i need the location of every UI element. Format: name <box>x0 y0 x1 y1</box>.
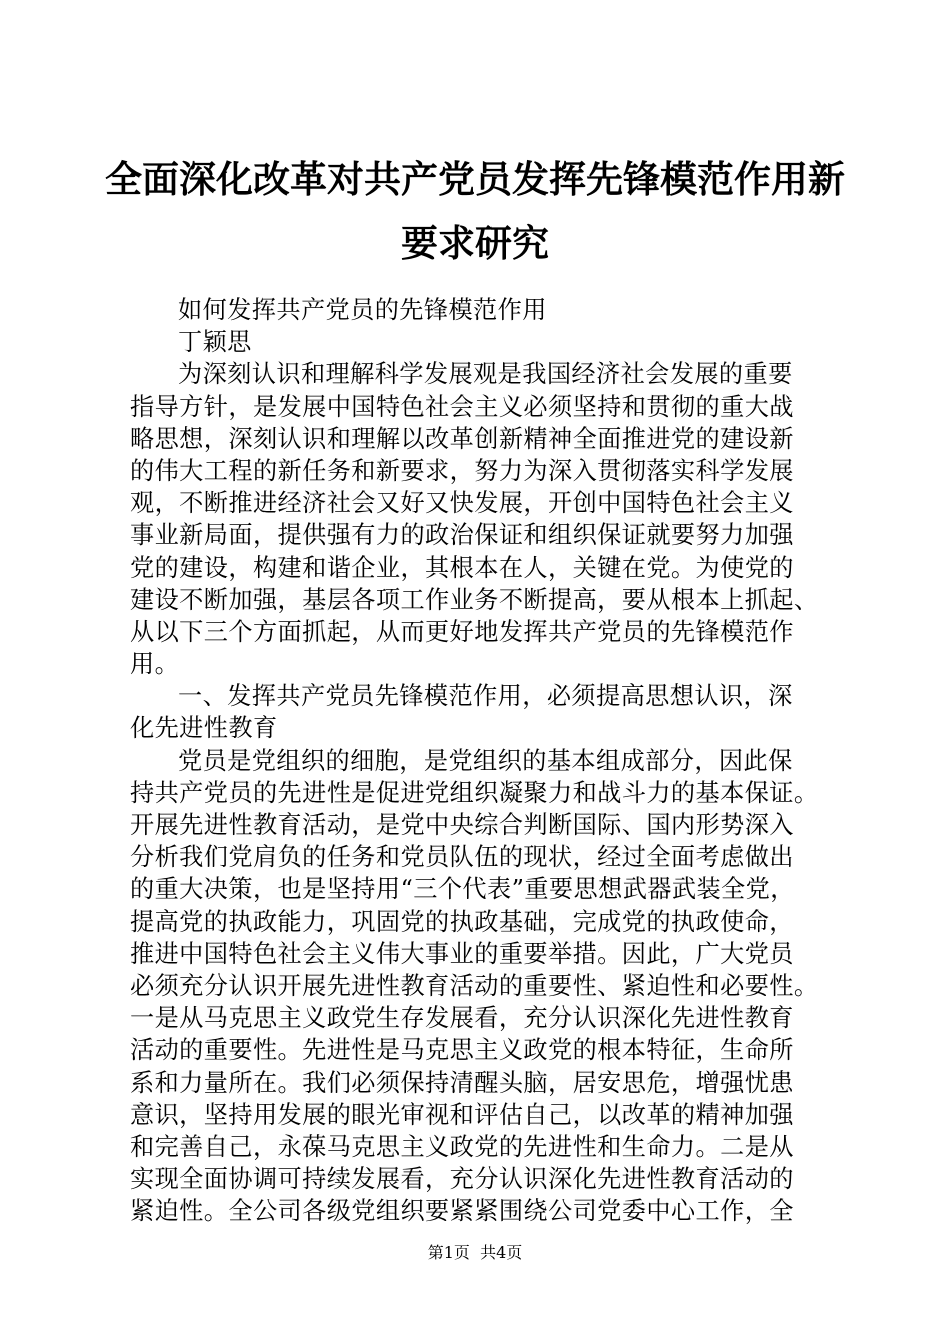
document-title-line-1: 全面深化改革对共产党员发挥先锋模范作用新 <box>105 158 845 201</box>
body-line: 建设不断加强，基层各项工作业务不断提高，要从根本上抓起、 <box>130 585 819 614</box>
body-line: 用。 <box>130 650 180 679</box>
body-line: 党的建设，构建和谐企业，其根本在人，关键在党。为使党的 <box>130 553 794 582</box>
section-heading-line: 一、发挥共产党员先锋模范作用，必须提高思想认识，深 <box>178 682 793 711</box>
body-line: 党员是党组织的细胞，是党组织的基本组成部分，因此保 <box>178 746 793 775</box>
subtitle: 如何发挥共产党员的先锋模范作用 <box>178 296 547 324</box>
body-line: 观，不断推进经济社会又好又快发展，开创中国特色社会主义 <box>130 489 794 518</box>
body-line: 实现全面协调可持续发展看，充分认识深化先进性教育活动的 <box>130 1165 794 1194</box>
body-line: 事业新局面，提供强有力的政治保证和组织保证就要努力加强 <box>130 521 794 550</box>
document-body <box>130 294 830 1227</box>
body-line: 分析我们党肩负的任务和党员队伍的现状，经过全面考虑做出 <box>130 843 794 872</box>
body-line: 紧迫性。全公司各级党组织要紧紧围绕公司党委中心工作，全 <box>130 1197 794 1226</box>
page-footer: 第1页 共4页 <box>427 1243 523 1262</box>
author: 丁颖思 <box>178 328 252 357</box>
body-line: 活动的重要性。先进性是马克思主义政党的根本特征，生命所 <box>130 1036 794 1065</box>
body-line: 提高党的执政能力，巩固党的执政基础，完成党的执政使命， <box>130 907 794 936</box>
body-line: 开展先进性教育活动，是党中央综合判断国际、国内形势深入 <box>130 811 794 839</box>
body-line: 的重大决策，也是坚持用“三个代表”重要思想武器武装全党， <box>130 875 795 904</box>
section-heading-line: 化先进性教育 <box>130 714 278 743</box>
body-line: 意识，坚持用发展的眼光审视和评估自己，以改革的精神加强 <box>130 1100 794 1129</box>
body-line: 从以下三个方面抓起，从而更好地发挥共产党员的先锋模范作 <box>130 617 794 646</box>
body-line: 的伟大工程的新任务和新要求，努力为深入贯彻落实科学发展 <box>130 456 794 485</box>
body-line: 持共产党员的先进性是促进党组织凝聚力和战斗力的基本保证。 <box>130 778 819 807</box>
body-line: 为深刻认识和理解科学发展观是我国经济社会发展的重要 <box>178 360 793 389</box>
body-line: 略思想，深刻认识和理解以改革创新精神全面推进党的建设新 <box>130 424 794 453</box>
body-line: 和完善自己，永葆马克思主义政党的先进性和生命力。二是从 <box>130 1132 794 1161</box>
body-line: 一是从马克思主义政党生存发展看，充分认识深化先进性教育 <box>130 1004 794 1033</box>
body-line: 必须充分认识开展先进性教育活动的重要性、紧迫性和必要性。 <box>130 971 819 1000</box>
body-line: 推进中国特色社会主义伟大事业的重要举措。因此，广大党员 <box>130 939 794 968</box>
document-title-line-2: 要求研究 <box>401 222 549 265</box>
body-line: 指导方针，是发展中国特色社会主义必须坚持和贯彻的重大战 <box>130 392 794 421</box>
body-line: 系和力量所在。我们必须保持清醒头脑，居安思危，增强忧患 <box>130 1068 794 1097</box>
